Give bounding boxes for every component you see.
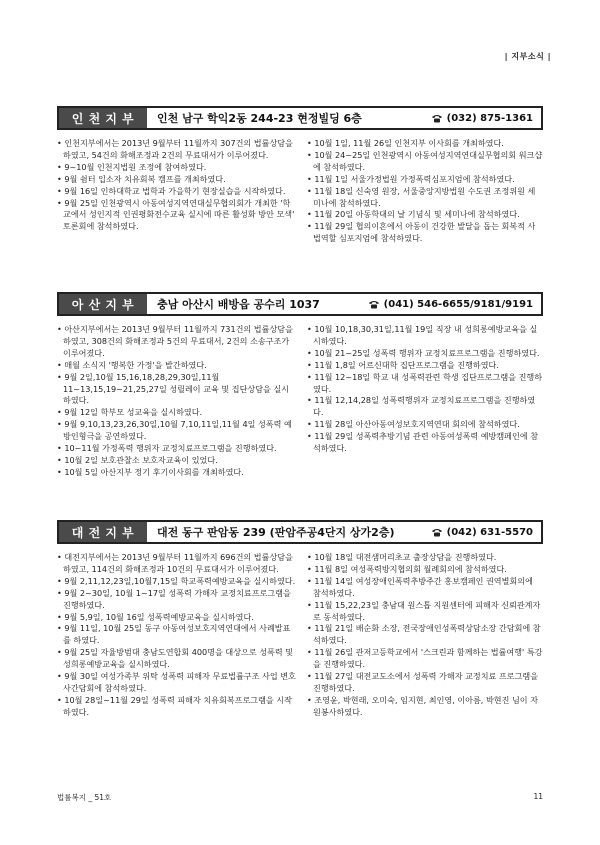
list-item: • 9월 2~30일, 10월 1~17일 성폭력 가해자 교정치료프로그램을 진행하였다. (57, 587, 291, 610)
branch-header (57, 292, 543, 316)
list-item: • 매월 소식지 '행복한 가정'을 발간하였다. (57, 359, 207, 370)
list-item: • 9월 12일 학부모 성교육을 실시하였다. (57, 407, 203, 418)
list-item: • 9월 2,11,12,23일,10월7,15일 학교폭력예방교육을 실시하였다. (57, 575, 296, 586)
list-item: • 9월 11일, 10월 25일 동구 아동여성보호지역연대에서 사례발표를 하였다. (57, 623, 291, 646)
branch-section-daejeon (57, 520, 543, 719)
list-item: • 10월 10,18,30,31일,11월 19일 직장 내 성희롱예방교육을 실시하였다. (307, 324, 538, 346)
left-column (57, 552, 296, 719)
list-item: • 10~11월 가정폭력 행위자 교정치료프로그램을 진행하였다. (57, 443, 277, 454)
list-item: • 9월 쉼터 입소자 치유회복 캠프를 개최하였다. (57, 173, 226, 184)
branch-name: 인 천 지 부 (59, 108, 147, 128)
branch-header (57, 106, 543, 130)
left-column (57, 324, 296, 479)
branch-phone (431, 113, 541, 124)
list-item: • 9월 25일 인천광역시 아동여성지역연대실무협의회가 개최한 '학교에서 성인지적 인권평화전수교육 실시에 따른 활성화 방안 모색' 토론회에 참석하였다. (57, 197, 295, 232)
list-item: • 10월 1일, 11월 26일 인천지부 이사회를 개최하였다. (307, 138, 504, 148)
list-item: • 11월 1일 서울가정법원 가정폭력심포지엄에 참석하였다. (307, 173, 515, 184)
list-item: • 10월 2일 보호관찰소 보호자교육이 있었다. (57, 454, 218, 465)
list-item: • 9월 9,10,13,23,26,30일,10월 7,10,11일,11월 4일 성폭력 예방인형극을 공연하였다. (57, 419, 292, 442)
list-item: • 11월 21일 배순화 소장, 전국장애인성폭력상담소장 간담회에 참석하였다. (307, 623, 541, 646)
list-item: • 9월 16일 인하대학교 법학과 가을학기 현장실습을 시작하였다. (57, 185, 286, 196)
branch-phone (431, 527, 541, 538)
list-item: • 10월 24~25일 인천광역시 아동여성지역연대실무협의회 워크샵에 참석하였다. (307, 149, 543, 172)
list-item: • 11월 29일 성폭력추방기념 관련 아동여성폭력 예방캠페인에 참석하였다. (307, 431, 539, 454)
left-column (57, 138, 296, 245)
footer-publication: 법률복지 _ 51호 (57, 793, 112, 802)
branch-address: 인천 남구 학익2동 244-23 현정빌딩 6층 (157, 112, 362, 125)
list-item: • 9월 30일 여성가족부 위탁 성폭력 피해자 무료법률구조 사업 변호사간담회에 참석하였다. (57, 671, 296, 693)
list-item: • 11월 26일 관저고등학교에서 '스크린과 함께하는 법률여행' 특강을 진행하였다. (307, 647, 543, 670)
list-item: • 11월 27일 대전교도소에서 성폭력 가해자 교정치료 프로그램을 진행하였다. (307, 671, 539, 693)
list-item: • 11월 29일 협의이혼에서 아동이 건강한 발달을 돕는 회복적 사법역할 심포지엄에 참석하였다. (307, 221, 536, 244)
branch-name: 대 전 지 부 (59, 522, 147, 542)
right-column (307, 138, 543, 245)
list-item: • 10월 21~25일 성폭력 행위자 교정치료프로그램을 진행하였다. (307, 347, 540, 358)
list-item: • 11월 8일 여성폭력방지협의회 월례회의에 참석하였다. (307, 563, 507, 574)
list-item: • 11월 12,14,28일 성폭력행위자 교정치료프로그램을 진행하였다. (307, 395, 536, 418)
section-tag: | 지부소식 | (504, 52, 551, 61)
phone-number: (032) 875-1361 (446, 112, 533, 124)
list-item: • 11월 12~18일 학교 내 성폭력관련 학생 집단프로그램을 진행하였다. (307, 371, 543, 394)
branch-name: 아 산 지 부 (59, 294, 147, 314)
list-item: • 11월 14일 여성장애인폭력추방주간 홍보캠페인 권역별회의에 참석하였다. (307, 575, 533, 598)
list-item: • 11월 18일 신숙영 원장, 서울중앙지방법원 수도권 조정위원 세미나에 참석하였다. (307, 185, 536, 208)
list-item: • 11월 20일 아동학대의 날 기념식 및 세미나에 참석하였다. (307, 209, 520, 220)
list-item: • 9월 25일 자율방범대 충남도연합회 400명을 대상으로 성폭력 및 성희롱예방교육을 실시하였다. (57, 647, 294, 670)
list-item: • 11월 1,8일 어르신대학 집단프로그램을 진행하였다. (307, 359, 499, 370)
list-item: • 9~10월 인천지법원 조정에 참여하였다. (57, 161, 207, 172)
list-item: • 9월 5,9일, 10월 16일 성폭력예방교육을 실시하였다. (57, 611, 254, 622)
branch-section-asan (57, 292, 543, 479)
branch-section-incheon (57, 106, 543, 245)
branch-address: 대전 동구 판암동 239 (판암주공4단지 상가2층) (157, 526, 395, 539)
phone-icon (368, 300, 380, 309)
list-item: • 9월 2일,10월 15,16,18,28,29,30일,11월 11~13,15,19~21,25,27일 성릴레이 교육 및 집단상담을 실시하였다. (57, 371, 290, 406)
list-item: • 11월 15,22,23일 충남대 원스톱 지원센터에 피해자 신뢰관계자로 동석하였다. (307, 599, 541, 622)
phone-number: (041) 546-6655/9181/9191 (383, 298, 533, 310)
right-column (307, 324, 543, 479)
phone-number: (042) 631-5570 (446, 526, 533, 538)
list-item: • 10월 18일 대전샘머리초교 출장상담을 진행하였다. (307, 552, 497, 562)
branch-address: 충남 아산시 배방읍 공수리 1037 (157, 298, 320, 311)
branch-phone (368, 299, 541, 310)
page-number: 11 (533, 792, 543, 801)
phone-icon (431, 528, 443, 537)
phone-icon (431, 114, 443, 123)
list-item: • 조영윤, 박현래, 오미숙, 임지현, 최인영, 이아름, 박현진 님이 자원봉사하였다. (307, 694, 539, 717)
right-column (307, 552, 543, 719)
list-item: • 아산지부에서는 2013년 9월부터 11월까지 731건의 법률상담을 하였고, 308건의 화해조정과 5건의 무료대서, 2건의 소송구조가 이루어졌다. (57, 324, 293, 358)
list-item: • 대전지부에서는 2013년 9월부터 11월까지 696건의 법률상담을 하였고, 114건의 화해조정과 10건의 무료대서가 이루어졌다. (57, 552, 293, 574)
list-item: • 10월 28일~11월 29일 성폭력 피해자 치유회복프로그램을 시작하였다. (57, 694, 292, 717)
list-item: • 11월 28일 아산아동여성보호지역연대 회의에 참석하였다. (307, 419, 520, 430)
list-item: • 10월 5일 아산지부 정기 후기이사회를 개최하였다. (57, 466, 244, 477)
branch-header (57, 520, 543, 544)
list-item: • 인천지부에서는 2013년 9월부터 11월까지 307건의 법률상담을 하였고, 54건의 화해조정과 2건의 무료대서가 이루어졌다. (57, 138, 293, 160)
